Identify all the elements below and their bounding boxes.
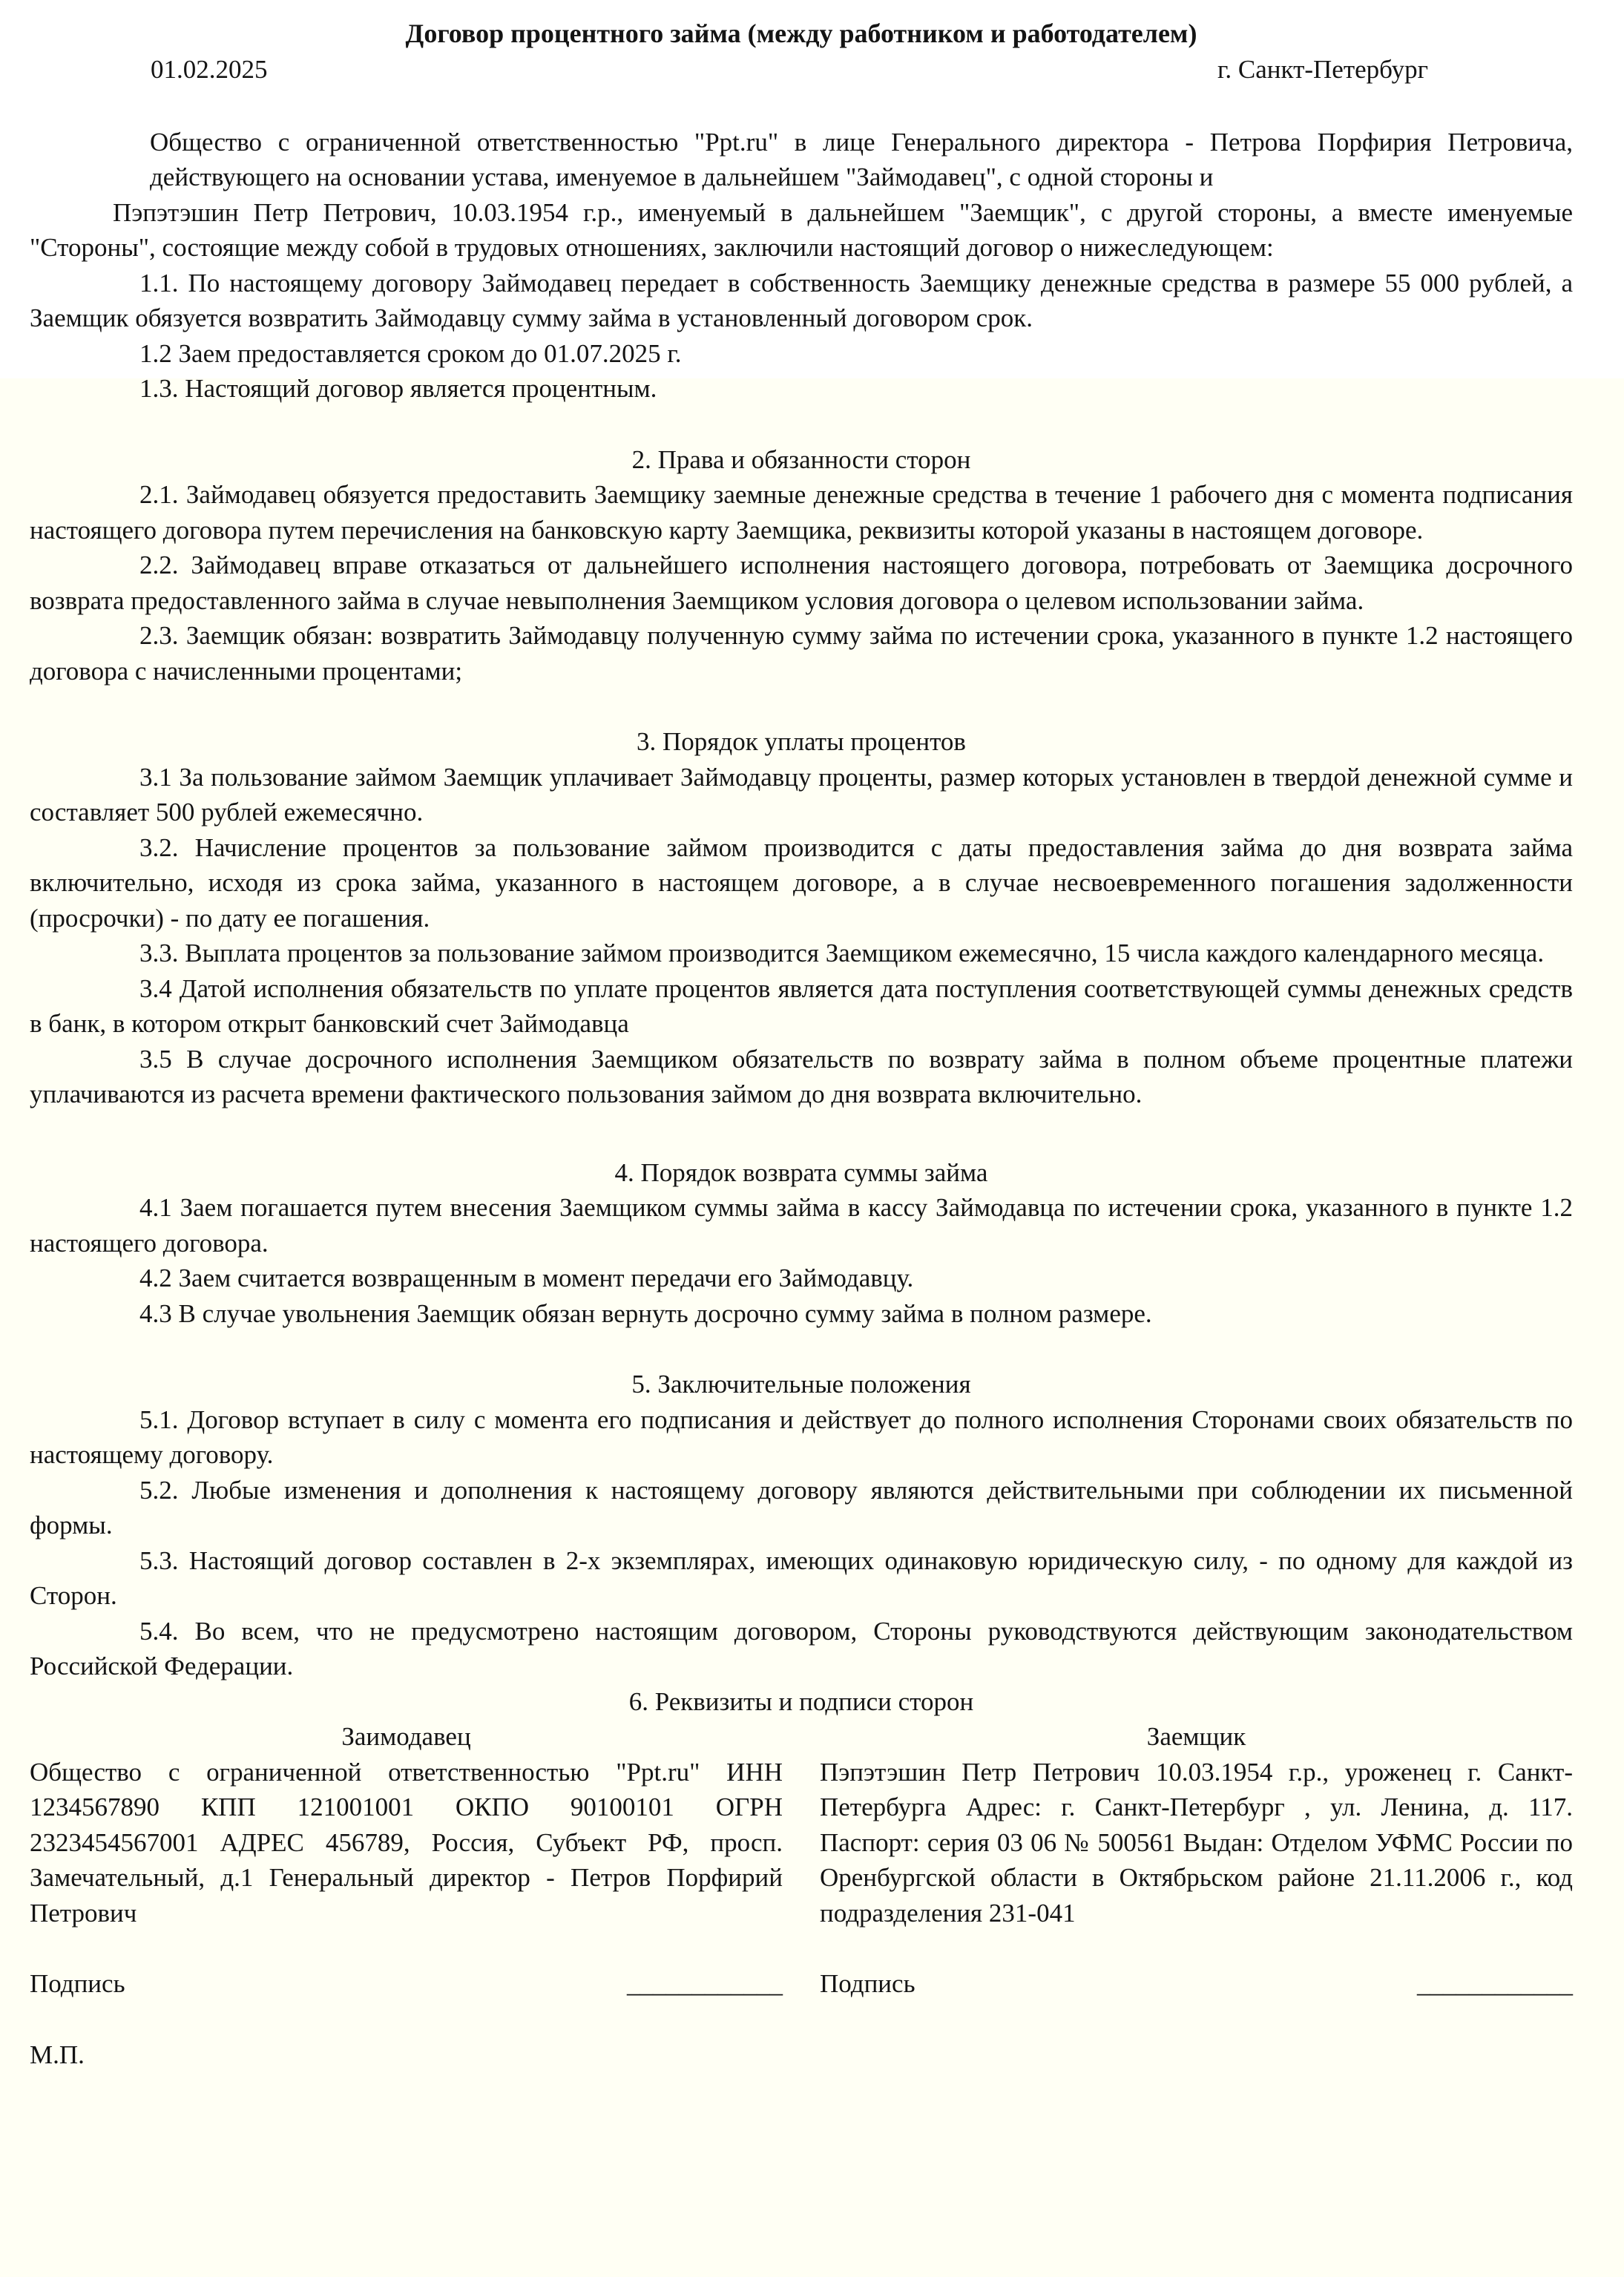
intro-party-borrower: Пэпэтэшин Петр Петрович, 10.03.1954 г.р., именуемый в дальнейшем "Заемщик", с другой стороны, а вместе именуемые "Стороны", состоящие между собой в трудовых отношениях, заключили настоящий договор о нижеследующем: [30,197,1573,262]
date-city-line [30,52,1573,88]
requisites-block [30,1719,1573,2072]
clause-1-1: 1.1. По настоящему договору Займодавец передает в собственность Заемщику денежные средства в размере 55 000 рублей, а Заемщик обязуется возвратить Займодавцу сумму займа в установленный договором срок. [30,268,1573,332]
borrower-title: Заемщик [1146,1722,1246,1751]
document-page [30,16,1573,2072]
intro-party-lender: Общество с ограниченной ответственностью "Ppt.ru" в лице Генерального директора - Петрова Порфирия Петровича, действующего на основании устава, именуемое в дальнейшем "Займодавец", с одной стороны и [150,127,1573,191]
clause-5-1: 5.1. Договор вступает в силу с момента его подписания и действует до полного исполнения Сторонами своих обязательств по настоящему договору. [30,1404,1573,1469]
lender-details: Общество с ограниченной ответственностью "Ppt.ru" ИНН 1234567890 КПП 121001001 ОКПО 90100101 ОГРН 2323454567001 АДРЕС 456789, Россия, Субъект РФ, просп. Замечательный, д.1 Генеральный директор - Петров Порфирий Петрович [30,1757,783,1928]
contract-date: 01.02.2025 [151,54,268,84]
clause-2-3: 2.3. Заемщик обязан: возвратить Займодавцу полученную сумму займа по истечении срока, указанного в пункте 1.2 настоящего договора с начисленными процентами; [30,621,1573,686]
borrower-requisites [820,1719,1573,2072]
clause-3-5: 3.5 В случае досрочного исполнения Заемщиком обязательств по возврату займа в полном объеме процентные платежи уплачиваются из расчета времени фактического пользования займом до дня возврата включительно. [30,1044,1573,1108]
contract-city: г. Санкт-Петербург [1217,54,1428,84]
clause-5-4: 5.4. Во всем, что не предусмотрено настоящим договором, Стороны руководствуются действующим законодательством Российской Федерации. [30,1616,1573,1680]
clause-2-2: 2.2. Займодавец вправе отказаться от дальнейшего исполнения настоящего договора, потребовать от Заемщика досрочного возврата предоставленного займа в случае невыполнения Заемщиком условия договора о целевом использовании займа. [30,551,1573,615]
clause-5-3: 5.3. Настоящий договор составлен в 2-х экземплярах, имеющих одинаковую юридическую силу, - по одному для каждой из Сторон. [30,1545,1573,1610]
section-2-title: 2. Права и обязанности сторон [631,444,971,474]
clause-3-4: 3.4 Датой исполнения обязательств по уплате процентов является дата поступления соответствующей суммы денежных средств в банк, в котором открыт банковский счет Займодавца [30,973,1573,1038]
borrower-details: Пэпэтэшин Петр Петрович 10.03.1954 г.р., уроженец г. Санкт-Петербурга Адрес: г. Санкт-Петербург , ул. Ленина, д. 117. Паспорт: серия 03 06 № 500561 Выдан: Отделом УФМС России по Оренбургской области в Октябрьском районе 21.11.2006 г., код подразделения 231-041 [820,1757,1573,1928]
section-6-title: 6. Реквизиты и подписи сторон [628,1686,974,1716]
clause-1-3: 1.3. Настоящий договор является процентным. [139,374,657,403]
borrower-signature-line: Подпись ____________ [820,1969,1573,1998]
clause-3-1: 3.1 За пользование займом Заемщик уплачивает Займодавцу проценты, размер которых установлен в твердой денежной сумме и составляет 500 рублей ежемесячно. [30,762,1573,827]
section-4-title: 4. Порядок возврата суммы займа [614,1157,988,1187]
clause-1-2: 1.2 Заем предоставляется сроком до 01.07.2025 г. [139,338,682,368]
clause-3-3: 3.3. Выплата процентов за пользование займом производится Заемщиком ежемесячно, 15 числа каждого календарного месяца. [139,939,1545,967]
section-3-title: 3. Порядок уплаты процентов [637,727,966,756]
lender-requisites [30,1719,783,2072]
clause-2-1: 2.1. Займодавец обязуется предоставить Заемщику заемные денежные средства в течение 1 рабочего дня с момента подписания настоящего договора путем перечисления на банковскую карту Заемщика, реквизиты которой указаны в настоящем договоре. [30,480,1573,545]
lender-signature-line: Подпись ____________ [30,1969,783,1998]
section-5-title: 5. Заключительные положения [631,1370,971,1399]
stamp-placeholder: М.П. [30,2040,85,2069]
document-title: Договор процентного займа (между работником и работодателем) [405,19,1197,48]
clause-4-2: 4.2 Заем считается возвращенным в момент передачи его Займодавцу. [139,1264,914,1292]
clause-3-2: 3.2. Начисление процентов за пользование займом производится с даты предоставления займа до дня возврата займа включительно, исходя из срока займа, указанного в настоящем договоре, а в случае несвоевременного погашения задолженности (просрочки) - по дату ее погашения. [30,832,1573,933]
lender-title: Заимодавец [341,1722,471,1751]
clause-4-1: 4.1 Заем погашается путем внесения Заемщиком суммы займа в кассу Займодавца по истечении срока, указанного в пункте 1.2 настоящего договора. [30,1193,1573,1258]
clause-5-2: 5.2. Любые изменения и дополнения к настоящему договору являются действительными при соблюдении их письменной формы. [30,1475,1573,1540]
clause-4-3: 4.3 В случае увольнения Заемщик обязан вернуть досрочно сумму займа в полном размере. [139,1298,1152,1328]
